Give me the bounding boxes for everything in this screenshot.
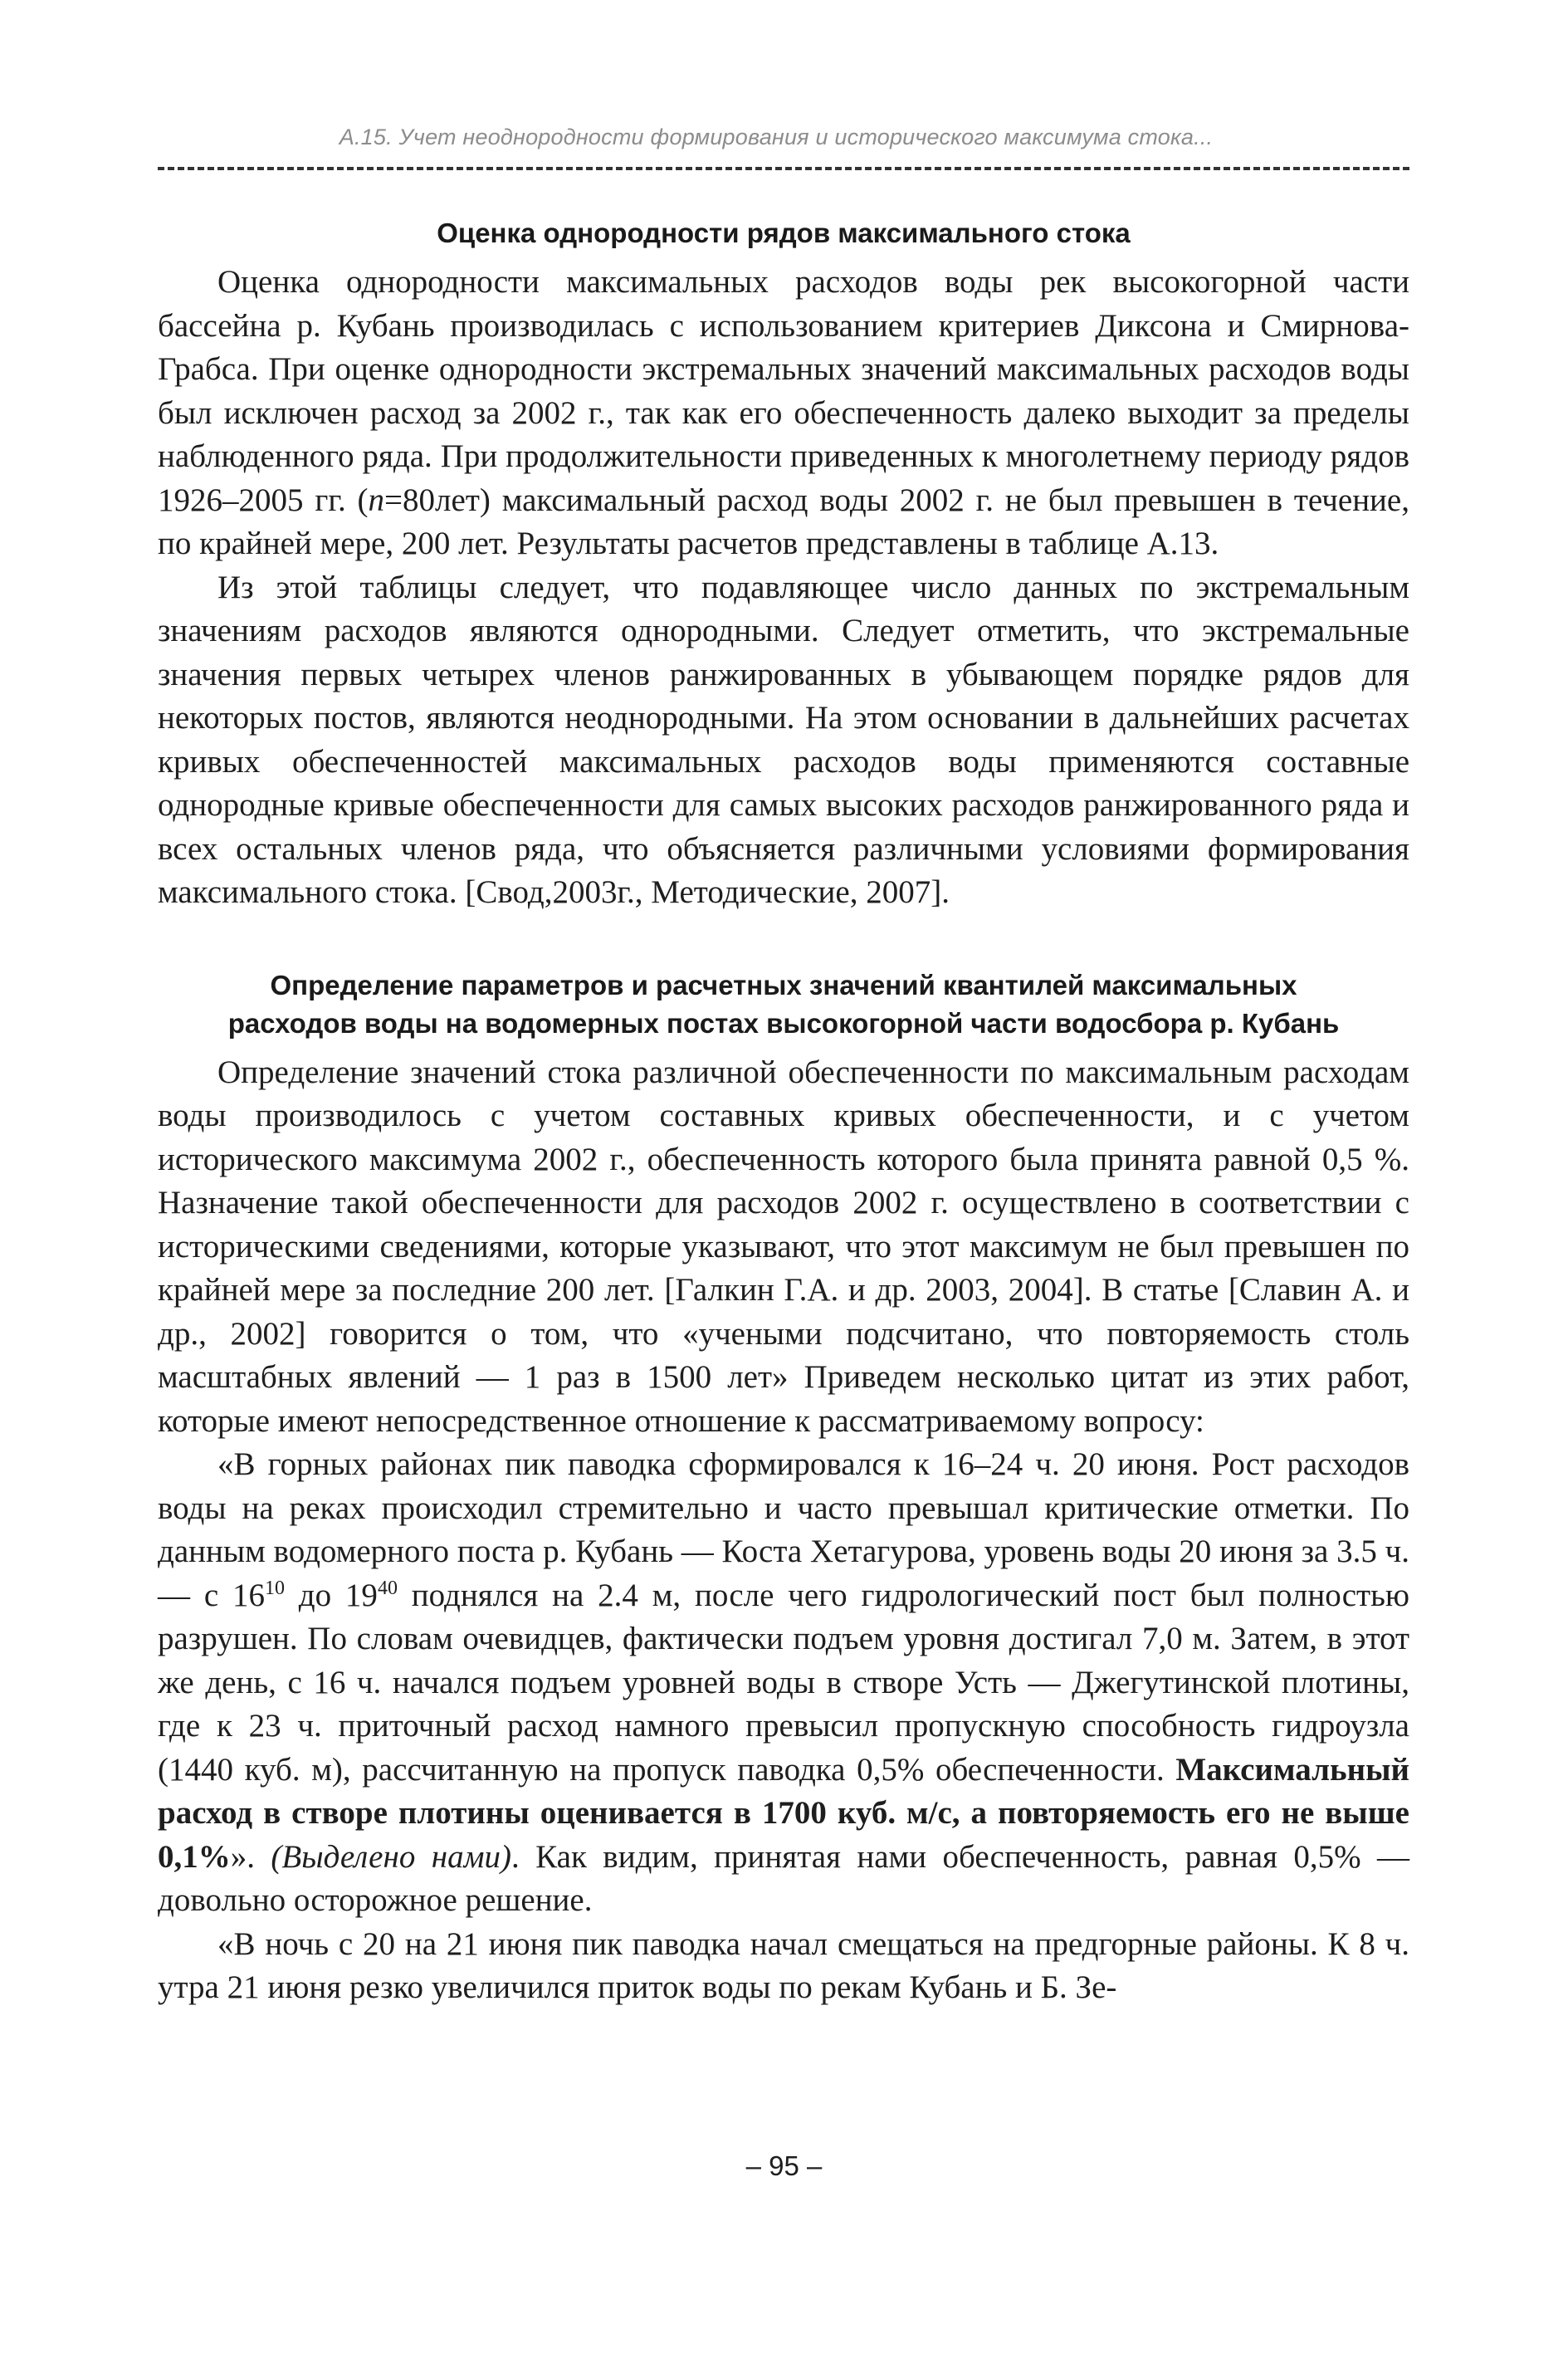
text-run: =80лет) максимальный расход воды 2002 г. не был превышен в течение, по крайней мере, 200 лет. Результаты расчетов представлены в таблице А.13. [158,482,1409,561]
paragraph-quantiles-definition: Определение значений стока различной обеспеченности по максимальным расходам воды производилось с учетом составных кривых обеспеченности, и с учетом исторического максимума 2002 г., обеспеченность которого была принята равной 0,5 %. Назначение такой обеспеченности для расходов 2002 г. осуществлено в соответствии с историческими сведениями, которые указывают, что этот максимум не был превышен по крайней мере за последние 200 лет. [Галкин Г.А. и др. 2003, 2004]. В статье [Славин А. и др., 2002] говорится о том, что «учеными подсчитано, что повторяемость столь масштабных явлений — 1 раз в 1500 лет» Приведем несколько цитат из этих работ, которые имеют непосредственное отношение к рассматриваемому вопросу: [158,1054,1409,1439]
bold-emphasis: Максимальный расход в створе плотины оценивается в 1700 куб. м/с, а повторяемость его не выше 0,1% [158,1751,1409,1875]
paragraph-homogeneity-results: Из этой таблицы следует, что подавляющее число данных по экстремальным значениям расходов являются однородными. Следует отметить, что экстремальные значения первых четырех членов ранжированных в убывающем порядке рядов для некоторых постов, являются неоднородными. На этом основании в дальнейших расчетах кривых обеспеченностей максимальных расходов воды применяются составные однородные кривые обеспеченности для самых высоких расходов ранжированного ряда и всех остальных членов ряда, что объясняется различными условиями формирования максимального стока. [Свод,2003г., Методические, 2007]. [158,569,1409,910]
header-dashed-rule [158,167,1409,170]
superscript-time: 40 [377,1577,398,1599]
text-run: «В горных районах пик паводка сформировался к 16–24 ч. 20 июня. Рост расходов воды на реках происходил стремительно и часто превышал критические отметки. По данным водомерного поста р. Кубань — Коста Хетагурова, уровень воды 20 июня за 3.5 ч. — с 16 [158,1446,1409,1613]
section-title-homogeneity: Оценка однородности рядов максимального стока [437,218,1131,248]
variable-n: n [368,482,385,518]
section-title-line-2: расходов воды на водомерных постах высокогорной части водосбора р. Кубань [227,1007,1340,1039]
text-run: до 19 [284,1577,378,1613]
text-run: ». [230,1838,271,1875]
italic-note: (Выделено нами) [271,1838,511,1875]
section-title-line-1: Определение параметров и расчетных значений квантилей максимальных [270,969,1297,1000]
page-number: – 95 – [745,2150,823,2181]
running-header: А.15. Учет неоднородности формирования и исторического максимума стока... [339,125,1214,149]
text-run: поднялся на 2.4 м, после чего гидрологический пост был полностью разрушен. По словам очевидцев, фактически подъем уровня достигал 7,0 м. Затем, в этот же день, с 16 ч. начался подъем уровней воды в створе Усть — Джегутинской плотины, где к 23 ч. приточный расход намного превысил пропускную способность гидроузла (1440 куб. м), рассчитанную на пропуск паводка 0,5% обеспеченности. [158,1577,1410,1788]
text-run: Оценка однородности максимальных расходов воды рек высокогорной части бассейна р. Кубань производилась с использованием критериев Диксона и Смирнова-Грабса. При оценке однородности экстремальных значений максимальных расходов воды был исключен расход за 2002 г., так как его обеспеченность далеко выходит за пределы наблюденного ряда. При продолжительности приведенных к многолетнему периоду рядов 1926–2005 гг. ( [158,264,1409,518]
paragraph-homogeneity-method [158,261,1409,566]
page-content [158,214,1409,2010]
superscript-time: 10 [264,1577,285,1599]
text-run: . Как видим, принятая нами обеспеченность, равная 0,5% — довольно осторожное решение. [158,1838,1410,1918]
paragraph-quote-night-flood: «В ночь с 20 на 21 июня пик паводка начал смещаться на предгорные районы. К 8 ч. утра 21 июня резко увеличился приток воды по рекам Кубань и Б. Зе- [158,1925,1409,2005]
section-title-parameters [158,966,1409,1043]
paragraph-quote-mountain-flood [158,1443,1409,1923]
